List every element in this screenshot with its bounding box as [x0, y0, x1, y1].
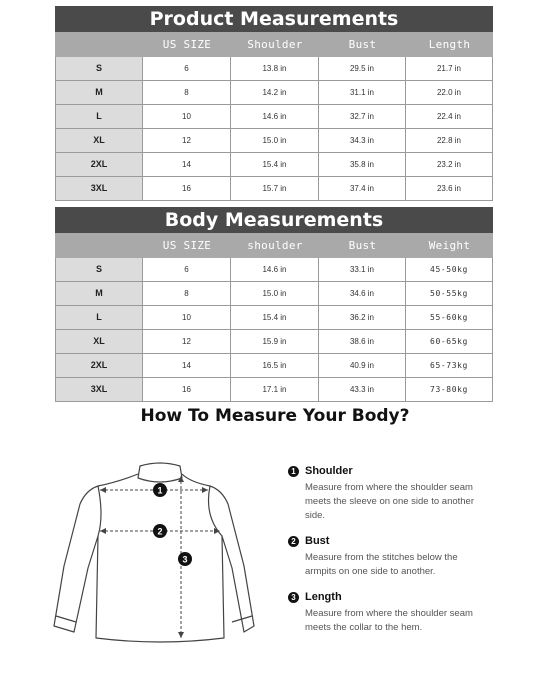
legend-bust — [288, 535, 488, 579]
body-table-header — [55, 233, 493, 258]
svg-text:3: 3 — [182, 554, 188, 565]
bust-cell: 36.2 in — [319, 306, 406, 330]
us-size-cell: 14 — [143, 354, 231, 378]
svg-text:2: 2 — [157, 526, 163, 537]
shirt-diagram — [48, 456, 258, 646]
body-measurements-table — [55, 207, 493, 402]
header-weight: Weight — [428, 239, 471, 252]
header-length: Length — [428, 38, 471, 51]
bust-cell: 40.9 in — [319, 354, 406, 378]
product-table-title: Product Measurements — [55, 6, 493, 32]
us-size-cell: 8 — [143, 81, 231, 105]
bust-cell: 34.3 in — [319, 129, 406, 153]
legend-label: Bust — [305, 535, 330, 547]
size-cell: 3XL — [55, 378, 143, 402]
us-size-cell: 6 — [143, 258, 231, 282]
shoulder-cell: 13.8 in — [231, 57, 319, 81]
size-cell: M — [55, 81, 143, 105]
product-measurements-table — [55, 6, 493, 201]
weight-cell: 50-55kg — [406, 282, 493, 306]
shoulder-cell: 14.6 in — [231, 105, 319, 129]
shoulder-cell: 16.5 in — [231, 354, 319, 378]
weight-cell: 55-60kg — [406, 306, 493, 330]
length-cell: 21.7 in — [406, 57, 493, 81]
table-row — [55, 330, 493, 354]
table-row — [55, 177, 493, 201]
header-bust: Bust — [348, 38, 377, 51]
shoulder-cell: 15.9 in — [231, 330, 319, 354]
us-size-cell: 14 — [143, 153, 231, 177]
table-row — [55, 282, 493, 306]
shoulder-cell: 15.0 in — [231, 282, 319, 306]
bust-cell: 37.4 in — [319, 177, 406, 201]
weight-cell: 65-73kg — [406, 354, 493, 378]
bust-cell: 35.8 in — [319, 153, 406, 177]
us-size-cell: 12 — [143, 129, 231, 153]
table-row — [55, 378, 493, 402]
svg-text:1: 1 — [157, 485, 163, 496]
size-cell: 2XL — [55, 153, 143, 177]
us-size-cell: 10 — [143, 105, 231, 129]
shoulder-cell: 17.1 in — [231, 378, 319, 402]
bust-cell: 43.3 in — [319, 378, 406, 402]
us-size-cell: 12 — [143, 330, 231, 354]
table-row — [55, 81, 493, 105]
number-3-icon: 3 — [288, 592, 299, 603]
us-size-cell: 8 — [143, 282, 231, 306]
shoulder-cell: 15.4 in — [231, 153, 319, 177]
weight-cell: 73-80kg — [406, 378, 493, 402]
table-row — [55, 306, 493, 330]
size-cell: XL — [55, 129, 143, 153]
length-cell: 22.0 in — [406, 81, 493, 105]
legend-label: Length — [305, 591, 342, 603]
how-to-measure-title: How To Measure Your Body? — [140, 406, 410, 426]
legend-shoulder — [288, 465, 488, 523]
us-size-cell: 10 — [143, 306, 231, 330]
legend-description: Measure from the stitches below the armpits on one side to another. — [305, 552, 458, 577]
weight-cell: 60-65kg — [406, 330, 493, 354]
product-table-header — [55, 32, 493, 57]
length-cell: 22.8 in — [406, 129, 493, 153]
bust-cell: 33.1 in — [319, 258, 406, 282]
number-2-icon: 2 — [288, 536, 299, 547]
bust-cell: 29.5 in — [319, 57, 406, 81]
weight-cell: 45-50kg — [406, 258, 493, 282]
shoulder-cell: 14.2 in — [231, 81, 319, 105]
shoulder-cell: 15.7 in — [231, 177, 319, 201]
legend-description: Measure from where the shoulder seam meets the sleeve on one side to another side. — [305, 482, 475, 521]
legend-label: Shoulder — [305, 465, 353, 477]
size-cell: 2XL — [55, 354, 143, 378]
bust-cell: 38.6 in — [319, 330, 406, 354]
length-cell: 22.4 in — [406, 105, 493, 129]
legend-length — [288, 591, 488, 635]
size-cell: L — [55, 306, 143, 330]
size-cell: S — [55, 57, 143, 81]
length-cell: 23.2 in — [406, 153, 493, 177]
table-row — [55, 57, 493, 81]
table-row — [55, 258, 493, 282]
size-cell: 3XL — [55, 177, 143, 201]
legend-description: Measure from where the shoulder seam meets the collar to the hem. — [305, 608, 473, 633]
table-row — [55, 129, 493, 153]
shoulder-cell: 15.0 in — [231, 129, 319, 153]
number-1-icon: 1 — [288, 466, 299, 477]
us-size-cell: 16 — [143, 378, 231, 402]
header-size — [55, 32, 143, 57]
size-cell: S — [55, 258, 143, 282]
body-table-title: Body Measurements — [55, 207, 493, 233]
size-cell: XL — [55, 330, 143, 354]
bust-cell: 34.6 in — [319, 282, 406, 306]
size-cell: M — [55, 282, 143, 306]
header-bust: Bust — [348, 239, 377, 252]
header-shoulder: shoulder — [247, 239, 303, 252]
bust-cell: 32.7 in — [319, 105, 406, 129]
table-row — [55, 354, 493, 378]
header-us-size: US SIZE — [162, 239, 212, 252]
shoulder-cell: 15.4 in — [231, 306, 319, 330]
header-size — [55, 233, 143, 258]
length-cell: 23.6 in — [406, 177, 493, 201]
us-size-cell: 6 — [143, 57, 231, 81]
shoulder-cell: 14.6 in — [231, 258, 319, 282]
size-cell: L — [55, 105, 143, 129]
header-us-size: US SIZE — [162, 38, 212, 51]
table-row — [55, 105, 493, 129]
bust-cell: 31.1 in — [319, 81, 406, 105]
table-row — [55, 153, 493, 177]
us-size-cell: 16 — [143, 177, 231, 201]
header-shoulder: Shoulder — [247, 38, 303, 51]
